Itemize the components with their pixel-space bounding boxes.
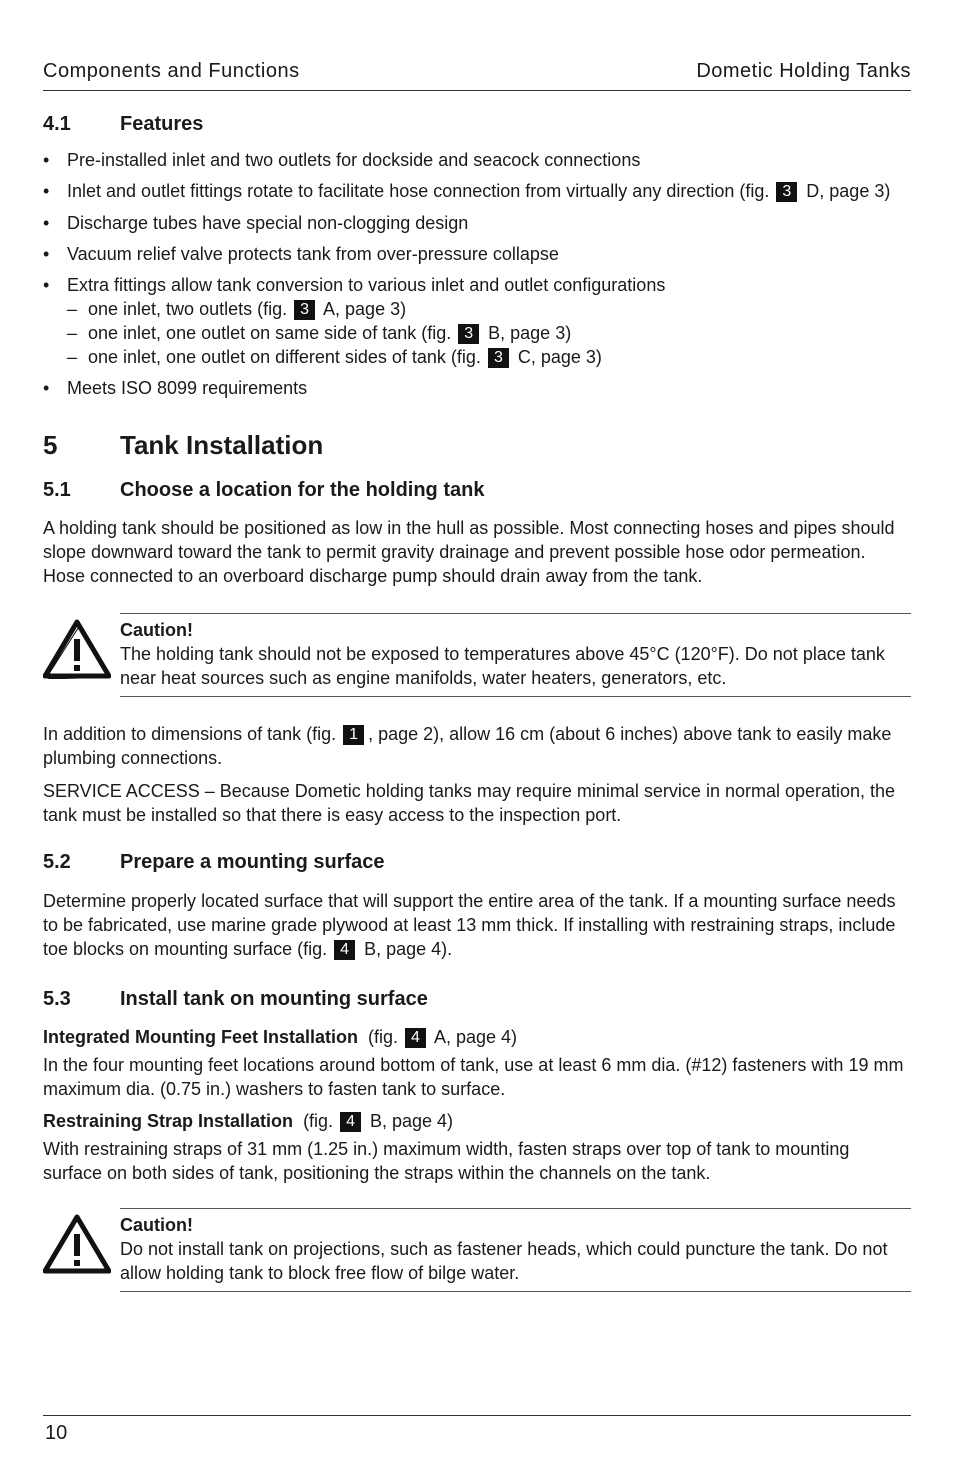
caution-box	[43, 1208, 911, 1292]
figure-ref: 1	[343, 725, 364, 745]
heading-5: 5 Tank Installation	[43, 430, 324, 460]
heading-5-1: 5.1 Choose a location for the holding tank	[43, 479, 485, 501]
location-paragraph: A holding tank should be positioned as low in the hull as possible. Most connecting hoses and pipes should slope downward toward the tank to permit gravity drainage and prevent possible hose odor permeation. Hose connected to an overboard discharge pump should drain away from the tank.	[43, 518, 895, 586]
caution-text: Do not install tank on projections, such as fastener heads, which could puncture the tank. Do not allow holding tank to block free flow of bilge water.	[120, 1239, 888, 1283]
service-access-paragraph: SERVICE ACCESS – Because Dometic holding tanks may require minimal service in normal operation, the tank must be installed so that there is easy access to the inspection port.	[43, 781, 896, 825]
list-item: • Meets ISO 8099 requirements	[43, 376, 911, 400]
figure-ref: 4	[340, 1112, 361, 1132]
header-chapter: Components and Functions	[43, 60, 300, 82]
page-number: 10	[45, 1422, 68, 1444]
list-item: • Pre-installed inlet and two outlets for dockside and seacock connections	[43, 148, 911, 172]
warning-icon	[43, 613, 120, 697]
strap-installation-text: With restraining straps of 31 mm (1.25 in.) maximum width, fasten straps over top of tank to mounting surface on both sides of tank, positioning the straps within the channels on the tank.	[43, 1139, 850, 1183]
page-content	[43, 113, 911, 1292]
list-item: – one inlet, one outlet on same side of tank (fig. 3 B, page 3)	[67, 321, 911, 345]
figure-ref: 3	[294, 300, 315, 320]
caution-title: Caution!	[120, 1215, 193, 1235]
configurations-list	[67, 297, 911, 369]
list-item: • Inlet and outlet fittings rotate to facilitate hose connection from virtually any direction (fig. 3 D, page 3)	[43, 179, 911, 203]
figure-ref: 3	[776, 182, 797, 202]
feet-installation-heading: Integrated Mounting Feet Installation (fig. 4 A, page 4)	[43, 1027, 518, 1047]
figure-ref: 3	[458, 324, 479, 344]
warning-icon	[43, 1208, 120, 1292]
heading-5-3: 5.3 Install tank on mounting surface	[43, 988, 428, 1010]
page-header	[43, 60, 911, 91]
features-list	[43, 148, 911, 400]
strap-installation-heading: Restraining Strap Installation (fig. 4 B, page 4)	[43, 1111, 454, 1131]
list-item: • Discharge tubes have special non-clogging design	[43, 211, 911, 235]
mounting-surface-paragraph: Determine properly located surface that will support the entire area of the tank. If a mounting surface needs to be fabricated, use marine grade plywood at least 13 mm thick. If installing with restraining straps, include toe blocks on mounting surface (fig. 4 B, page 4).	[43, 891, 896, 959]
list-item: • Vacuum relief valve protects tank from over-pressure collapse	[43, 242, 911, 266]
caution-text: The holding tank should not be exposed to temperatures above 45°C (120°F). Do not place tank near heat sources such as engine manifolds, water heaters, generators, etc.	[120, 644, 885, 688]
header-product: Dometic Holding Tanks	[696, 60, 911, 82]
list-item: – one inlet, one outlet on different sides of tank (fig. 3 C, page 3)	[67, 345, 911, 369]
dimensions-paragraph: In addition to dimensions of tank (fig. 1 , page 2), allow 16 cm (about 6 inches) above tank to easily make plumbing connections.	[43, 724, 892, 768]
caution-box	[43, 613, 911, 697]
caution-title: Caution!	[120, 620, 193, 640]
list-item: – one inlet, two outlets (fig. 3 A, page 3)	[67, 297, 911, 321]
heading-4-1: 4.1 Features	[43, 113, 204, 135]
figure-ref: 4	[334, 940, 355, 960]
figure-ref: 4	[405, 1028, 426, 1048]
figure-ref: 3	[488, 348, 509, 368]
list-item: • Extra fittings allow tank conversion to various inlet and outlet configurations – one inlet, two outlets (fig. 3 A, page 3) – one inlet, one outlet on same side of tank (fig. 3 B, page 3) – one inlet, one outlet on different sides of tank (fig. 3 C, page 3)	[43, 273, 911, 369]
page-footer	[43, 1415, 911, 1444]
heading-5-2: 5.2 Prepare a mounting surface	[43, 851, 385, 873]
feet-installation-text: In the four mounting feet locations around bottom of tank, use at least 6 mm dia. (#12) fasteners with 19 mm maximum dia. (0.75 in.) washers to fasten tank to surface.	[43, 1055, 904, 1099]
